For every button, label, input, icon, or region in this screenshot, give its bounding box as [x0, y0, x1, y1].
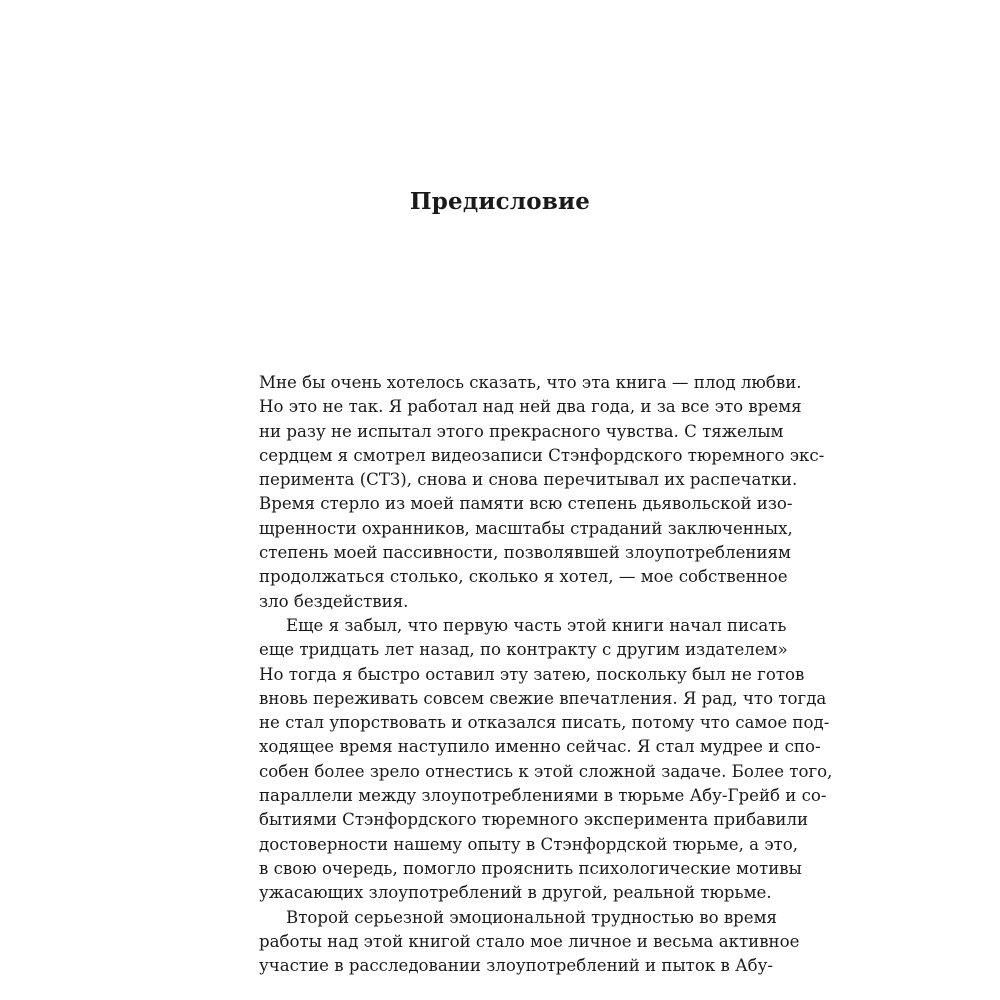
text-line: в свою очередь, помогло прояснить психологические мотивы: [259, 858, 802, 878]
text-line: ни разу не испытал этого прекрасного чувства. С тяжелым: [259, 421, 784, 441]
text-line: еще тридцать лет назад, по контракту с другим издателем»: [259, 640, 788, 660]
text-line: участие в расследовании злоупотреблений и пыток в Абу-: [259, 956, 774, 976]
text-line: достоверности нашему опыту в Стэнфордской тюрьме, а это,: [259, 834, 799, 854]
text-line: сердцем я смотрел видеозаписи Стэнфордского тюремного экс-: [259, 445, 825, 465]
text-line: щренности охранников, масштабы страданий заключенных,: [259, 518, 793, 538]
text-line: вновь переживать совсем свежие впечатления. Я рад, что тогда: [259, 688, 827, 708]
text-line: собен более зрело отнестись к этой сложной задаче. Более того,: [259, 761, 833, 781]
text-line: зло бездействия.: [259, 591, 409, 611]
text-line: параллели между злоупотреблениями в тюрьме Абу-Грейб и со-: [259, 786, 827, 806]
text-line: Но это не так. Я работал над ней два года, и за все это время: [259, 397, 802, 417]
text-line: не стал упорствовать и отказался писать, потому что самое под-: [259, 713, 830, 733]
text-line: Еще я забыл, что первую часть этой книги начал писать: [286, 615, 787, 635]
text-line: Но тогда я быстро оставил эту затею, поскольку был не готов: [259, 664, 805, 684]
text-line: работы над этой книгой стало мое личное и весьма активное: [259, 931, 800, 951]
chapter-title: Предисловие: [409, 188, 591, 215]
text-line: продолжаться столько, сколько я хотел, — мое собственное: [259, 567, 788, 587]
text-line: перимента (СТЗ), снова и снова перечитывал их распечатки.: [259, 470, 798, 490]
text-line: Второй серьезной эмоциональной трудностью во время: [286, 907, 777, 927]
text-line: ужасающих злоупотреблений в другой, реальной тюрьме.: [259, 883, 772, 903]
text-line: бытиями Стэнфордского тюремного эксперимента прибавили: [259, 810, 809, 830]
body-text: [259, 371, 833, 978]
text-line: степень моей пассивности, позволявшей злоупотреблениям: [259, 543, 791, 563]
text-line: Мне бы очень хотелось сказать, что эта книга — плод любви.: [259, 373, 802, 392]
text-line: Время стерло из моей памяти всю степень дьявольской изо-: [259, 494, 793, 514]
text-line: ходящее время наступило именно сейчас. Я стал мудрее и спо-: [259, 737, 821, 757]
